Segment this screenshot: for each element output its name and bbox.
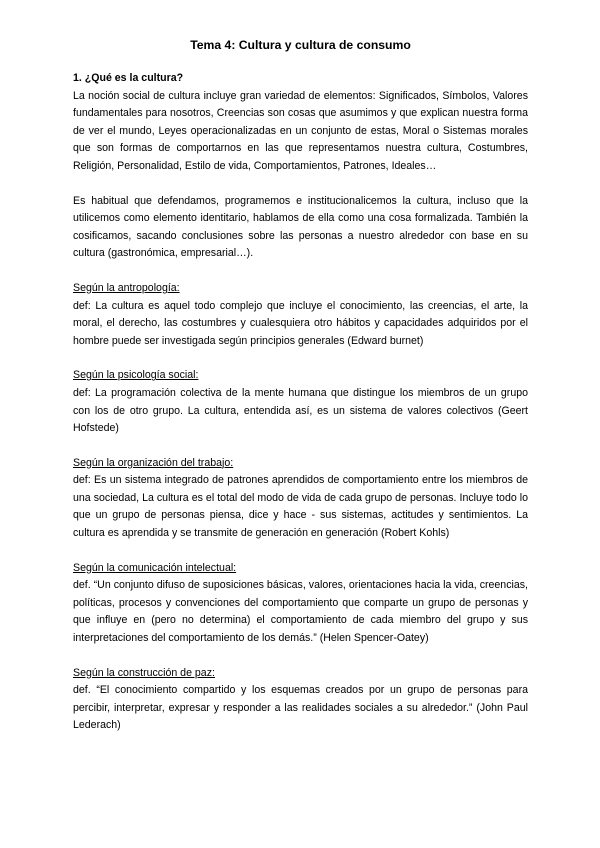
definition-text-intellectual-communication: def. “Un conjunto difuso de suposiciones básicas, valores, orientaciones hacia la vida, creencias, políticas, procesos y convenciones del comportamiento que comparte un grupo de personas y que influye en (pero no determina) el comportamiento de cada miembro del grupo y sus interpretaciones del comportamiento de los demás.” (Helen Spencer-Oatey)	[73, 579, 528, 645]
spacer	[73, 648, 528, 665]
definition-heading-anthropology: Según la antropología:	[73, 281, 180, 294]
document-page	[73, 36, 528, 735]
definition-heading-work-organization: Según la organización del trabajo:	[73, 456, 234, 469]
spacer	[73, 350, 528, 367]
section-heading: 1. ¿Qué es la cultura?	[73, 72, 184, 84]
second-paragraph: Es habitual que defendamos, programemos e institucionalicemos la cultura, incluso que la utilicemos como elemento identitario, hablamos de ella como una cosa formalizada. También la cosificamos, sacando conclusiones sobre las personas a nuestro alrededor con base en su cultura (gastronómica, empresarial…).	[73, 194, 528, 260]
document-title: Tema 4: Cultura y cultura de consumo	[190, 38, 411, 52]
definition-text-peacebuilding: def. “El conocimiento compartido y los esquemas creados por un grupo de personas para percibir, interpretar, expresar y responder a las realidades sociales a su alrededor.” (John Paul Lederach)	[73, 684, 528, 732]
definition-heading-peacebuilding: Según la construcción de paz:	[73, 666, 215, 679]
spacer	[73, 438, 528, 455]
definition-heading-intellectual-communication: Según la comunicación intelectual:	[73, 561, 237, 574]
spacer	[73, 176, 528, 193]
intro-paragraph: La noción social de cultura incluye gran variedad de elementos: Significados, Símbolos, Valores fundamentales para nosotros, Creencias son cosas que asumimos y que explican nuestra forma de ver el mundo, Leyes operacionalizadas en un conjunto de estas, Moral o Sistemas morales que son formas de comportarnos en las que representamos nuestra cultura, Costumbres, Religión, Personalidad, Estilo de vida, Comportamientos, Patrones, Ideales…	[73, 89, 528, 172]
definition-heading-social-psychology: Según la psicología social:	[73, 369, 199, 382]
spacer	[73, 263, 528, 280]
definition-text-anthropology: def: La cultura es aquel todo complejo que incluye el conocimiento, las creencias, el arte, la moral, el derecho, las costumbres y cualesquiera otro hábitos y capacidades adquiridos por el hombre puede ser investigada según principios generales (Edward burnet)	[73, 299, 528, 347]
definition-text-work-organization: def: Es un sistema integrado de patrones aprendidos de comportamiento entre los miembros de una sociedad, La cultura es el total del modo de vida de cada grupo de personas. Incluye todo lo que un grupo de personas piensa, dice y hace - sus sistemas, actitudes y sentimientos. La cultura es aprendida y se transmite de generación en generación (Robert Kohls)	[73, 474, 528, 540]
definition-text-social-psychology: def: La programación colectiva de la mente humana que distingue los miembros de un grupo con los de otro grupo. La cultura, entendida así, es un sistema de valores colectivos (Geert Hofstede)	[73, 386, 528, 435]
spacer	[73, 543, 528, 560]
